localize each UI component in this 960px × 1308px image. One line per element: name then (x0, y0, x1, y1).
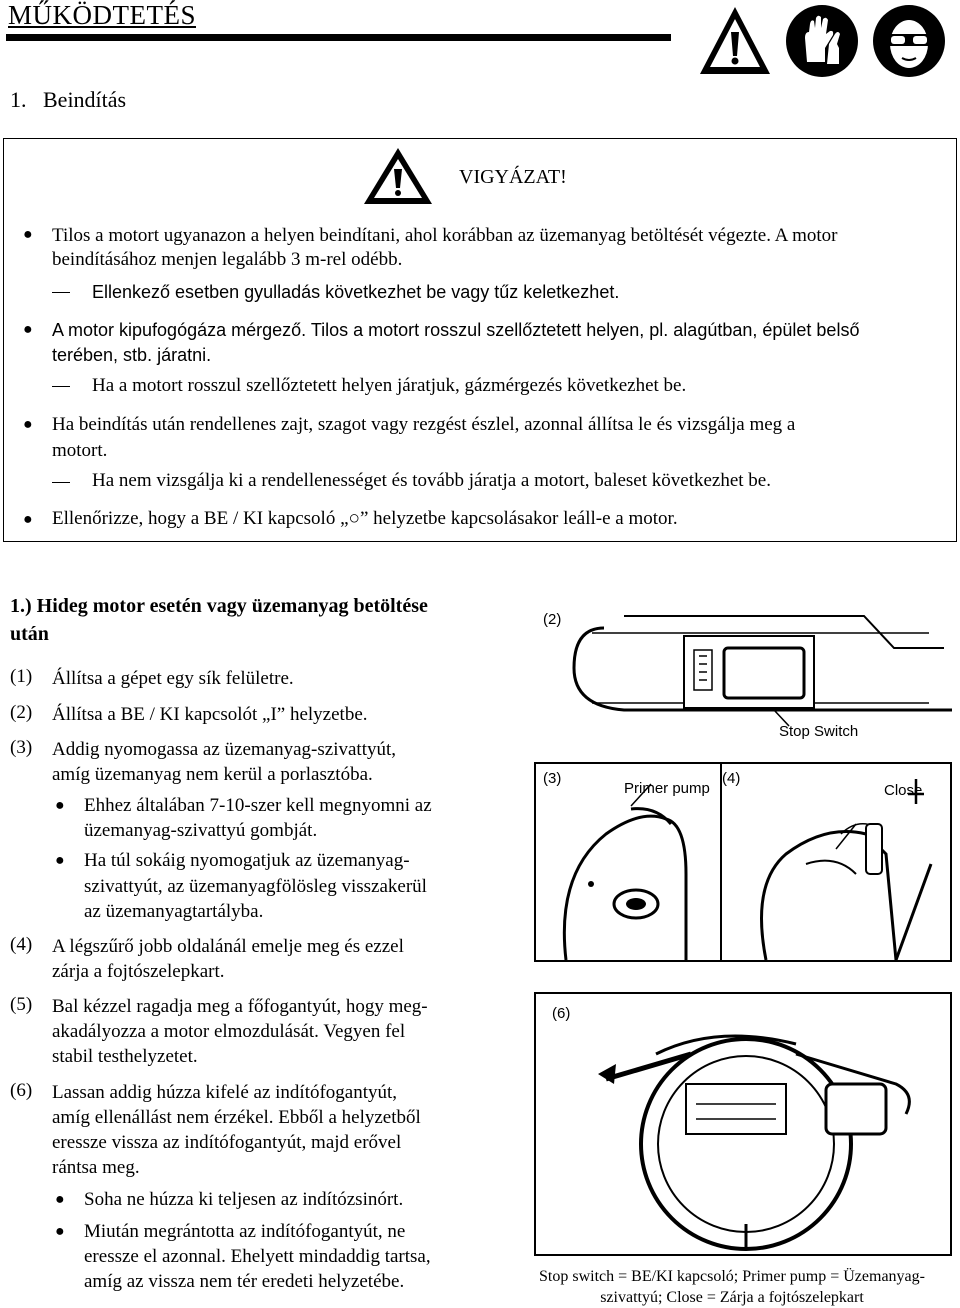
bullet-icon: ● (55, 852, 65, 869)
step-text: eressze el azonnal. Ehelyett mindaddig tartsa, (84, 1246, 431, 1267)
title-rule (6, 34, 671, 41)
figure-starter (534, 992, 952, 1256)
step-number: (4) (10, 934, 33, 955)
bullet-icon: ● (55, 797, 65, 814)
step-text: Ha túl sokáig nyomogatjuk az üzemanyag- (84, 850, 410, 871)
figure-label: (3) (543, 770, 562, 787)
dash-icon (52, 292, 70, 293)
warning-text: Ellenőrizze, hogy a BE / KI kapcsoló „○” helyzetbe kapcsolásakor leáll-e a motor. (52, 508, 678, 529)
page-title: MŰKÖDTETÉS (8, 0, 196, 30)
dash-icon (52, 386, 70, 387)
bullet-icon: ● (55, 1223, 65, 1240)
bullet-icon: ● (23, 511, 33, 528)
warning-label: VIGYÁZAT! (459, 166, 567, 188)
step-number: (3) (10, 737, 33, 758)
callout-stop-switch: Stop Switch (779, 723, 859, 740)
section-heading-line: 1.) Hideg motor esetén vagy üzemanyag betöltése (10, 595, 428, 617)
warning-text: motort. (52, 440, 108, 461)
warning-sign-icon (698, 4, 772, 78)
sub-heading: 1. Beindítás (10, 87, 127, 112)
step-text: akadályozza a motor elmozdulását. Vegyen fel (52, 1021, 406, 1042)
warning-text: A motor kipufogógáza mérgező. Tilos a motort rosszul szellőztetett helyen, pl. alagútban, épület belső (52, 320, 860, 340)
bullet-icon: ● (55, 1191, 65, 1208)
step-text: amíg az vissza nem tér eredeti helyzetébe. (84, 1271, 405, 1292)
step-text: Állítsa a BE / KI kapcsolót „I” helyzetbe. (52, 704, 368, 725)
step-text: amíg ellenállást nem érzékel. Ebből a helyzetből (52, 1107, 421, 1128)
warning-text: Ha a motort rosszul szellőztetett helyen járatjuk, gázmérgezés következhet be. (92, 375, 687, 396)
step-text: zárja a fojtószelepkart. (52, 961, 225, 982)
step-number: (6) (10, 1080, 33, 1101)
bullet-icon: ● (23, 321, 33, 338)
step-text: Bal kézzel ragadja meg a főfogantyút, hogy meg- (52, 996, 428, 1017)
step-text: Addig nyomogassa az üzemanyag-szivattyút, (52, 739, 397, 760)
section-heading-line: után (10, 623, 49, 645)
step-number: (1) (10, 666, 33, 687)
step-number: (5) (10, 994, 33, 1015)
callout-close: Close (884, 782, 923, 799)
warning-text: beindításához menjen legalább 3 m-rel odébb. (52, 249, 403, 270)
step-text: A légszűrő jobb oldalánál emelje meg és ezzel (52, 936, 404, 957)
starter-illustration (536, 994, 950, 1254)
caption-line: szivattyú; Close = Zárja a fojtószelepkart (600, 1289, 864, 1306)
step-text: üzemanyag-szivattyú gombját. (84, 820, 318, 841)
step-text: Ehhez általában 7-10-szer kell megnyomni az (84, 795, 432, 816)
figure-label: (2) (543, 611, 562, 628)
gloves-sign-icon (785, 4, 859, 78)
warning-text: Ha nem vizsgálja ki a rendellenességet és tovább járatja a motort, baleset következhet be. (92, 470, 771, 491)
step-text: Állítsa a gépet egy sík felületre. (52, 668, 294, 689)
caption-line: Stop switch = BE/KI kapcsoló; Primer pump = Üzemanyag- (539, 1268, 925, 1285)
eye-protection-sign-icon (872, 4, 946, 78)
step-text: eressze vissza az indítófogantyút, majd erővel (52, 1132, 402, 1153)
dash-icon (52, 482, 70, 483)
step-text: szivattyút, az üzemanyagfölösleg visszakerül (84, 876, 427, 897)
warning-text: Tilos a motort ugyanazon a helyen beindítani, ahol korábban az üzemanyag betöltését végezte. A motor (52, 225, 838, 246)
section-heading (10, 592, 428, 648)
step-text: stabil testhelyzetet. (52, 1046, 198, 1067)
step-text: az üzemanyagtartályba. (84, 901, 264, 922)
warning-text: terében, stb. járatni. (52, 345, 212, 365)
step-text: amíg üzemanyag nem kerül a porlasztóba. (52, 764, 373, 785)
bullet-icon: ● (23, 226, 33, 243)
warning-text: Ellenkező esetben gyulladás következhet be vagy tűz keletkezhet. (92, 282, 620, 302)
warning-text: Ha beindítás után rendellenes zajt, szagot vagy rezgést észlel, azonnal állítsa le és vizsgálja meg a (52, 414, 796, 435)
step-text: Lassan addig húzza kifelé az indítófogantyút, (52, 1082, 398, 1103)
figure-label: (6) (552, 1005, 571, 1022)
step-text: rántsa meg. (52, 1157, 140, 1178)
step-number: (2) (10, 702, 33, 723)
bullet-icon: ● (23, 416, 33, 433)
figure-label: (4) (722, 770, 741, 787)
callout-primer-pump: Primer pump (624, 780, 710, 797)
figure-caption (512, 1266, 952, 1308)
stop-switch-illustration (534, 598, 952, 746)
warning-triangle-icon (362, 146, 434, 206)
step-text: Miután megrántotta az indítófogantyút, ne (84, 1221, 406, 1242)
step-text: Soha ne húzza ki teljesen az indítózsinórt. (84, 1189, 404, 1210)
figure-stop-switch (534, 598, 952, 746)
